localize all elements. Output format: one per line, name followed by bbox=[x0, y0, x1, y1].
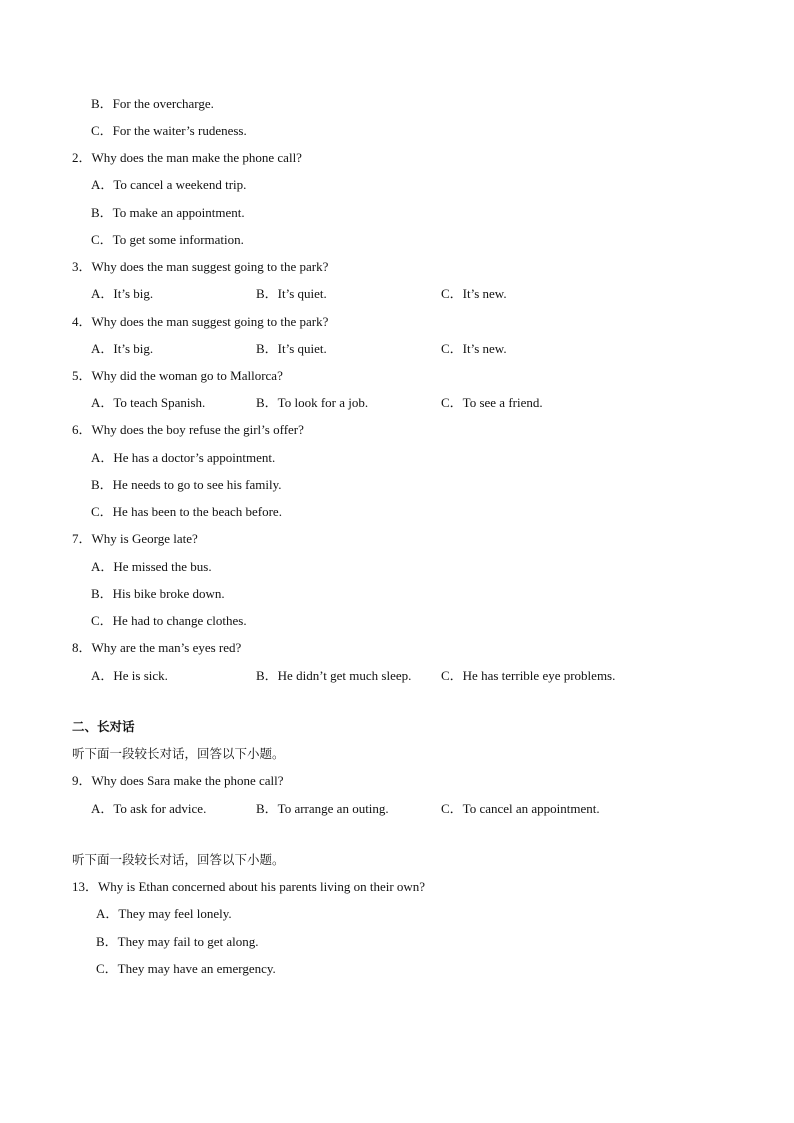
q9-option-b: B．To arrange an outing. bbox=[256, 801, 389, 816]
q7-option-a: A．He missed the bus. bbox=[91, 559, 212, 574]
q6-option-a: A．He has a doctor’s appointment. bbox=[91, 450, 276, 465]
section-title: 二、长对话 bbox=[72, 719, 135, 734]
q9-option-c: C．To cancel an appointment. bbox=[441, 801, 600, 816]
q2-option-c: C．To get some information. bbox=[91, 232, 244, 247]
q4-option-a: A．It’s big. bbox=[91, 341, 154, 356]
q8-option-c: C．He has terrible eye problems. bbox=[441, 668, 616, 683]
instruction: 听下面一段较长对话，回答以下小题。 bbox=[72, 746, 285, 761]
q2-option-a: A．To cancel a weekend trip. bbox=[91, 177, 247, 192]
q5-option-b: B．To look for a job. bbox=[256, 395, 369, 410]
q2-option-b: B．To make an appointment. bbox=[91, 205, 245, 220]
q13-option-c: C．They may have an emergency. bbox=[96, 961, 276, 976]
question-13: 13．Why is Ethan concerned about his parents living on their own? bbox=[72, 879, 426, 894]
q5-option-a: A．To teach Spanish. bbox=[91, 395, 206, 410]
q8-option-b: B．He didn’t get much sleep. bbox=[256, 668, 412, 683]
q9-option-a: A．To ask for advice. bbox=[91, 801, 207, 816]
q5-option-c: C．To see a friend. bbox=[441, 395, 543, 410]
q13-option-a: A．They may feel lonely. bbox=[96, 906, 232, 921]
instruction: 听下面一段较长对话，回答以下小题。 bbox=[72, 852, 285, 867]
q13-option-b: B．They may fail to get along. bbox=[96, 934, 259, 949]
q6-option-c: C．He has been to the beach before. bbox=[91, 504, 282, 519]
q4-option-c: C．It’s new. bbox=[441, 341, 507, 356]
question-6: 6．Why does the boy refuse the girl’s offer? bbox=[72, 422, 304, 437]
q7-option-c: C．He had to change clothes. bbox=[91, 613, 247, 628]
q7-option-b: B．His bike broke down. bbox=[91, 586, 225, 601]
question-3: 3．Why does the man suggest going to the park? bbox=[72, 259, 329, 274]
q3-option-c: C．It’s new. bbox=[441, 286, 507, 301]
question-8: 8．Why are the man’s eyes red? bbox=[72, 640, 242, 655]
option-c: C．For the waiter’s rudeness. bbox=[91, 123, 247, 138]
question-4: 4．Why does the man suggest going to the park? bbox=[72, 314, 329, 329]
q6-option-b: B．He needs to go to see his family. bbox=[91, 477, 282, 492]
question-7: 7．Why is George late? bbox=[72, 531, 198, 546]
q3-option-b: B．It’s quiet. bbox=[256, 286, 327, 301]
option-b: B．For the overcharge. bbox=[91, 96, 214, 111]
q8-option-a: A．He is sick. bbox=[91, 668, 168, 683]
question-5: 5．Why did the woman go to Mallorca? bbox=[72, 368, 283, 383]
q4-option-b: B．It’s quiet. bbox=[256, 341, 327, 356]
q3-option-a: A．It’s big. bbox=[91, 286, 154, 301]
question-2: 2．Why does the man make the phone call? bbox=[72, 150, 302, 165]
question-9: 9．Why does Sara make the phone call? bbox=[72, 773, 284, 788]
